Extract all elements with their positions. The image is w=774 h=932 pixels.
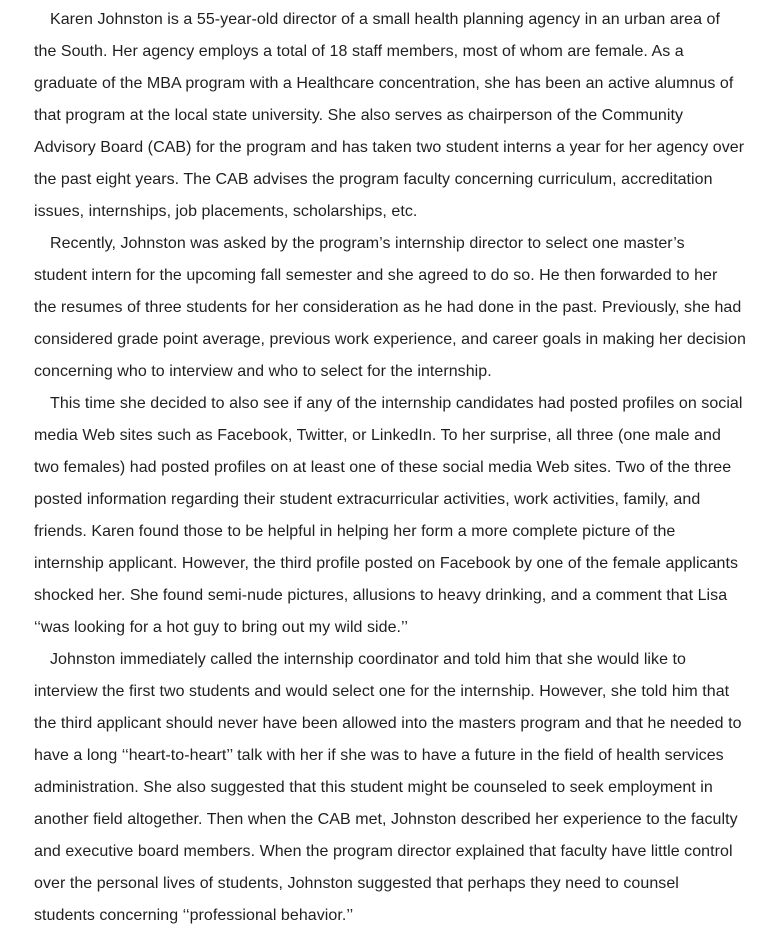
text-line: and executive board members. When the program director explained that faculty have little control xyxy=(34,843,733,860)
text-line: graduate of the MBA program with a Healthcare concentration, she has been an active alumnus of xyxy=(34,75,734,92)
text-line: the South. Her agency employs a total of 18 staff members, most of whom are female. As a xyxy=(34,43,684,60)
text-line: Johnston immediately called the internship coordinator and told him that she would like to xyxy=(50,651,686,668)
text-line: have a long ‘‘heart-to-heart’’ talk with her if she was to have a future in the field of health services xyxy=(34,747,724,764)
text-line: another field altogether. Then when the CAB met, Johnston described her experience to the faculty xyxy=(34,811,738,828)
text-line: posted information regarding their student extracurricular activities, work activities, family, and xyxy=(34,491,701,508)
text-line: administration. She also suggested that this student might be counseled to seek employment in xyxy=(34,779,713,796)
text-line: media Web sites such as Facebook, Twitter, or LinkedIn. To her surprise, all three (one male and xyxy=(34,427,721,444)
text-line: the past eight years. The CAB advises the program faculty concerning curriculum, accreditation xyxy=(34,171,713,188)
text-line: interview the first two students and would select one for the internship. However, she told him that xyxy=(34,683,730,700)
text-line: considered grade point average, previous work experience, and career goals in making her decision xyxy=(34,331,746,348)
text-line: ‘‘was looking for a hot guy to bring out my wild side.’’ xyxy=(34,619,408,636)
text-line: Recently, Johnston was asked by the program’s internship director to select one master’s xyxy=(50,235,685,252)
text-line: over the personal lives of students, Johnston suggested that perhaps they need to counsel xyxy=(34,875,679,892)
text-line: Karen Johnston is a 55-year-old director of a small health planning agency in an urban area of xyxy=(50,11,720,28)
text-line: friends. Karen found those to be helpful in helping her form a more complete picture of the xyxy=(34,523,676,540)
text-line: issues, internships, job placements, scholarships, etc. xyxy=(34,203,418,220)
text-line: This time she decided to also see if any of the internship candidates had posted profiles on social xyxy=(50,395,743,412)
text-line: the third applicant should never have been allowed into the masters program and that he needed to xyxy=(34,715,742,732)
text-line: that program at the local state university. She also serves as chairperson of the Community xyxy=(34,107,684,124)
text-line: student intern for the upcoming fall semester and she agreed to do so. He then forwarded to her xyxy=(34,267,718,284)
text-line: students concerning ‘‘professional behavior.’’ xyxy=(34,907,354,924)
text-line: the resumes of three students for her consideration as he had done in the past. Previously, she had xyxy=(34,299,742,316)
text-line: concerning who to interview and who to select for the internship. xyxy=(34,363,492,380)
text-line: two females) had posted profiles on at least one of these social media Web sites. Two of the three xyxy=(34,459,732,476)
paragraph-2 xyxy=(18,228,756,388)
paragraph-3 xyxy=(18,388,756,644)
text-line: Advisory Board (CAB) for the program and has taken two student interns a year for her agency over xyxy=(34,139,745,156)
text-line: shocked her. She found semi-nude pictures, allusions to heavy drinking, and a comment that Lisa xyxy=(34,587,728,604)
paragraph-1 xyxy=(18,4,756,228)
text-line: internship applicant. However, the third profile posted on Facebook by one of the female applicants xyxy=(34,555,739,572)
paragraph-4 xyxy=(18,644,756,932)
